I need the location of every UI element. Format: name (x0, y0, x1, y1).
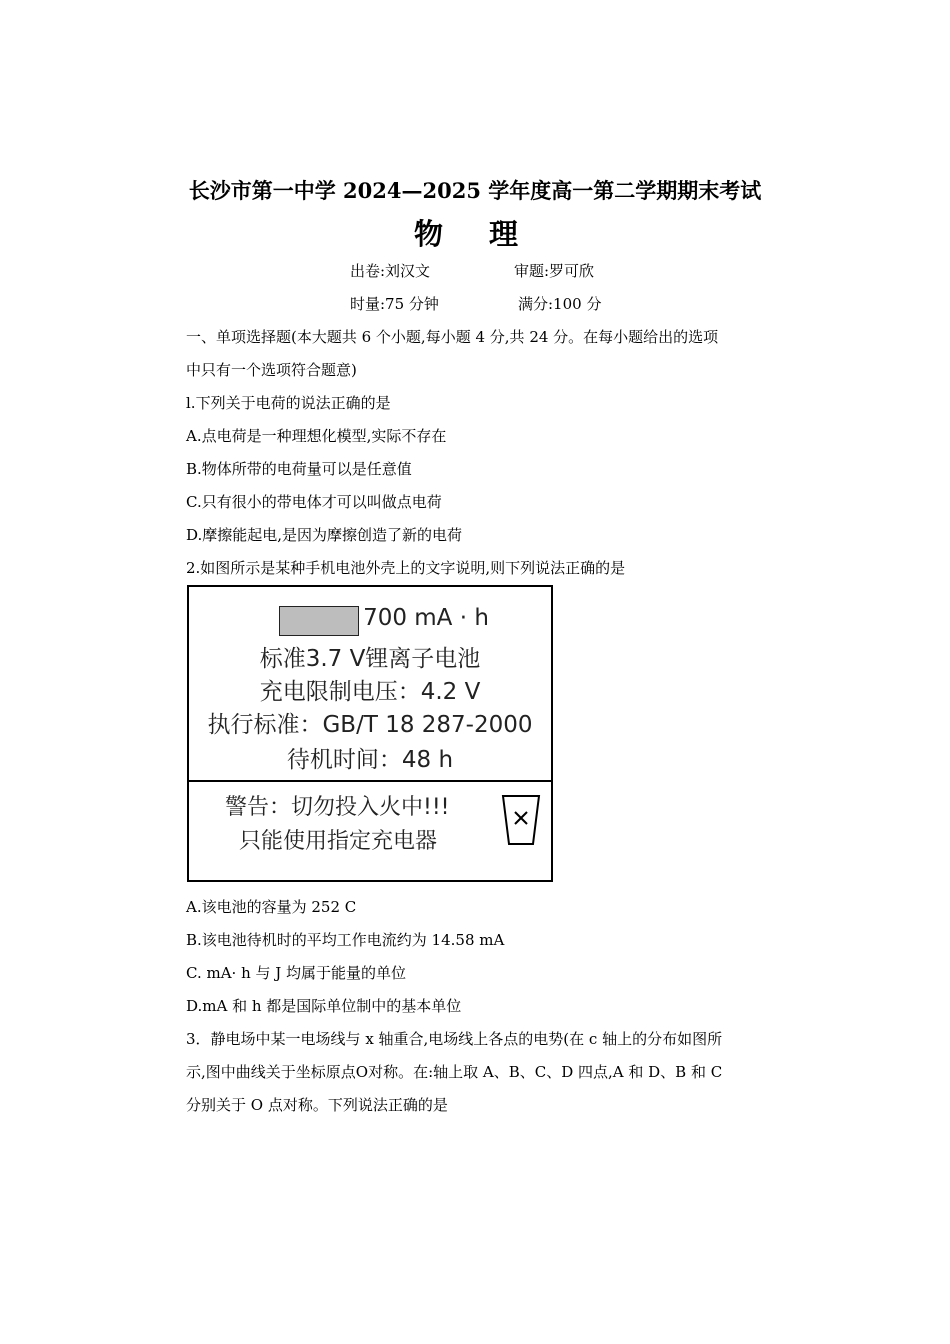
battery-divider (189, 780, 551, 782)
battery-label-figure (187, 585, 553, 882)
question-2-option-a: A.该电池的容量为 252 C (186, 898, 357, 916)
exam-title: 长沙市第一中学 2024—2025 学年度高一第二学期期末考试 (188, 178, 762, 203)
question-2-option-c: C. mA· h 与 J 均属于能量的单位 (186, 964, 407, 982)
question-1-option-c: C.只有很小的带电体才可以叫做点电荷 (186, 493, 442, 511)
question-2-option-b: B.该电池待机时的平均工作电流约为 14.58 mA (186, 931, 505, 949)
question-3-stem-line3: 分别关于 O 点对称。下列说法正确的是 (186, 1096, 448, 1114)
author-label: 出卷:刘汉文 (350, 262, 431, 280)
question-1-option-b: B.物体所带的电荷量可以是任意值 (186, 460, 412, 478)
question-3-stem-line2: 示,图中曲线关于坐标原点O对称。在:轴上取 A、B、C、D 四点,A 和 D、B 和 C (186, 1063, 723, 1081)
subject-title: 物 理 (413, 217, 537, 251)
section-heading-cont: 中只有一个选项符合题意) (186, 361, 357, 379)
question-1-stem: l.下列关于电荷的说法正确的是 (186, 394, 391, 412)
crossed-bin-icon (501, 794, 541, 846)
question-1-option-a: A.点电荷是一种理想化模型,实际不存在 (186, 427, 447, 445)
question-2-stem: 2.如图所示是某种手机电池外壳上的文字说明,则下列说法正确的是 (186, 559, 626, 577)
question-1-option-d: D.摩擦能起电,是因为摩擦创造了新的电荷 (186, 526, 463, 544)
battery-type: 标准3.7 V锂离子电池 (259, 646, 481, 672)
battery-warning-charger: 只能使用指定充电器 (239, 829, 438, 854)
battery-warning-fire: 警告：切勿投入火中!!! (225, 795, 450, 820)
battery-charge-limit: 充电限制电压：4.2 V (259, 679, 481, 705)
section-heading: 一、单项选择题(本大题共 6 个小题,每小题 4 分,共 24 分。在每小题给出的选项 (186, 328, 719, 346)
score-label: 满分:100 分 (518, 295, 602, 313)
question-3-stem-line1: 3．静电场中某一电场线与 x 轴重合,电场线上各点的电势(在 c 轴上的分布如图所 (186, 1030, 723, 1048)
battery-capacity: 700 mA · h (363, 605, 489, 631)
battery-standby: 待机时间：48 h (286, 747, 454, 773)
reviewer-label: 审题:罗可欣 (514, 262, 595, 280)
question-2-option-d: D.mA 和 h 都是国际单位制中的基本单位 (186, 997, 462, 1015)
battery-standard: 执行标准：GB/T 18 287-2000 (207, 712, 533, 738)
time-label: 时量:75 分钟 (350, 295, 439, 313)
